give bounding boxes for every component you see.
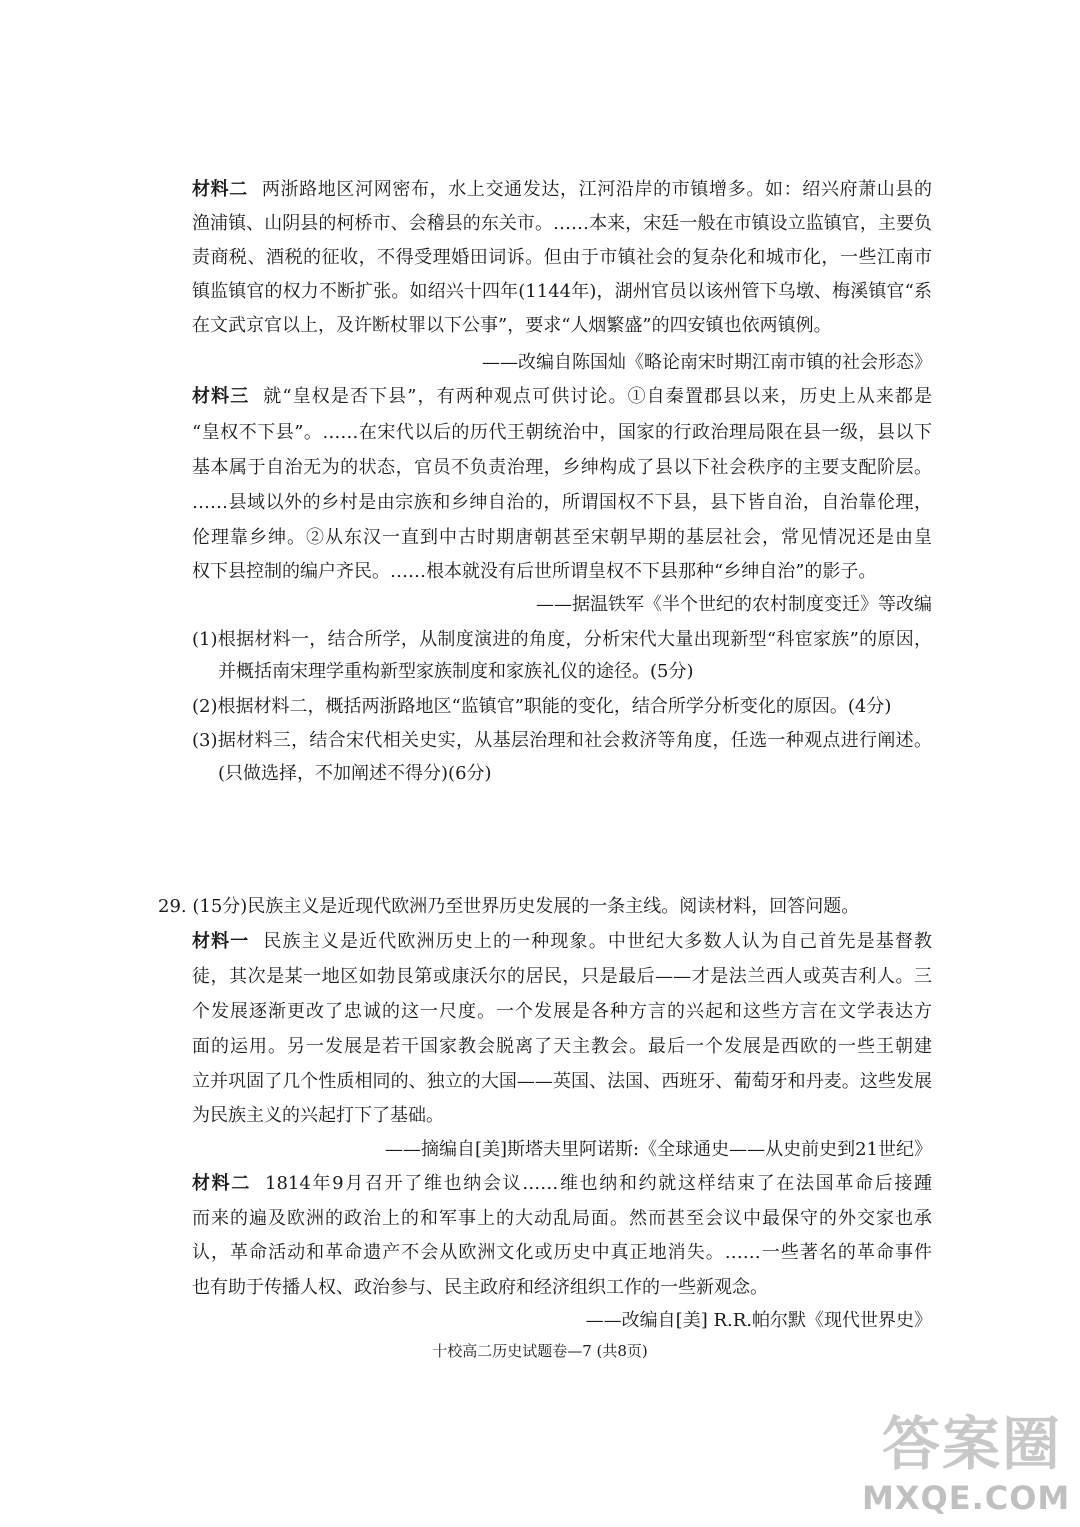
- material2-line-2: 渔浦镇、山阴县的柯桥市、会稽县的东关市。……本来，宋廷一般在市镇设立监镇官，主要负: [192, 213, 932, 234]
- material2-source: ——改编自陈国灿《略论南宋时期江南市镇的社会形态》: [482, 352, 932, 373]
- material3-line-6: 权下县控制的编户齐民。……根本就没有后世所谓皇权不下县那种“乡绅自治”的影子。: [192, 561, 877, 582]
- q29-material2-text-1: 1814年9月召开了维也纳会议……维也纳和约就这样结束了在法国革命后接踵: [265, 1173, 933, 1194]
- q29-material2-label: 材料二: [192, 1173, 252, 1194]
- material2-text-1: 两浙路地区河网密布，水上交通发达，江河沿岸的市镇增多。如：绍兴府萧山县的: [261, 179, 933, 200]
- material3-line-3: 基本属于自治无为的状态，官员不负责治理，乡绅构成了县以下社会秩序的主要支配阶层。: [192, 457, 932, 478]
- material2-line-4: 镇监镇官的权力不断扩张。如绍兴十四年(1144年)，湖州官员以该州管下乌墩、梅溪镇官“系: [192, 281, 932, 302]
- material3-line-1: [192, 380, 932, 414]
- watermark-url: MXQE.COM: [862, 1479, 1071, 1517]
- material3-line-5: 伦理靠乡绅。②从东汉一直到中古时期唐朝甚至宋朝早期的基层社会，常见情况还是由皇: [192, 527, 932, 548]
- q29-material1-label: 材料一: [192, 931, 250, 952]
- question-29-header: 29. (15分)民族主义是近现代欧洲乃至世界历史发展的一条主线。阅读材料，回答问题。: [158, 896, 860, 917]
- q29-material1-line-4: 面的运用。另一发展是若干国家教会脱离了天主教会。最后一个发展是西欧的一些王朝建: [192, 1036, 932, 1057]
- q29-material1-source: ——摘编自[美]斯塔夫里阿诺斯:《全球通史——从史前史到21世纪》: [384, 1139, 932, 1160]
- question-28-3-cont: (只做选择，不加阐述不得分)(6分): [218, 763, 492, 784]
- material2-line-5: 在文武京官以上，及许断杖罪以下公事”，要求“人烟繁盛”的四安镇也依两镇例。: [192, 315, 832, 336]
- page-footer: 十校高二历史试题卷—7 (共8页): [432, 1342, 648, 1360]
- q29-material1-line-1: [192, 925, 932, 959]
- question-28-1: (1)根据材料一，结合所学，从制度演进的角度，分析宋代大量出现新型“科宦家族”的原因，: [192, 629, 932, 650]
- q29-material1-line-3: 个发展逐渐更改了忠诚的这一尺度。一个发展是各种方言的兴起和这些方言在文学表达方: [192, 1001, 932, 1022]
- material2-label: 材料二: [192, 179, 248, 200]
- question-28-3: (3)据材料三，结合宋代相关史实，从基层治理和社会救济等角度，任选一种观点进行阐述。: [192, 730, 932, 751]
- watermark-logo: 答案圈: [881, 1410, 1062, 1478]
- question-28-1-cont: 并概括南宋理学重构新型家族制度和家族礼仪的途径。(5分): [218, 661, 694, 682]
- q29-material2-line-2: 而来的遍及欧洲的政治上的和军事上的大动乱局面。然而甚至会议中最保守的外交家也承: [192, 1208, 932, 1229]
- material3-label: 材料三: [192, 386, 250, 407]
- q29-material2-line-1: [192, 1167, 932, 1201]
- q29-material2-line-4: 也有助于传播人权、政治参与、民主政府和经济组织工作的一些新观念。: [192, 1277, 768, 1298]
- q29-material1-text-1: 民族主义是近代欧洲历史上的一种现象。中世纪大多数人认为自己首先是基督教: [263, 931, 932, 952]
- watermark: [862, 1397, 1071, 1517]
- material2-line-3: 责商税、酒税的征收，不得受理婚田词诉。但由于市镇社会的复杂化和城市化，一些江南市: [192, 247, 932, 268]
- q29-material1-line-5: 立并巩固了几个性质相同的、独立的大国——英国、法国、西班牙、葡萄牙和丹麦。这些发展: [192, 1071, 932, 1092]
- q29-material1-line-6: 为民族主义的兴起打下了基础。: [192, 1105, 444, 1126]
- q29-material1-line-2: 徒，其次是某一地区如勃艮第或康沃尔的居民，只是最后——才是法兰西人或英吉利人。三: [192, 966, 932, 987]
- q29-material2-line-3: 认，革命活动和革命遗产不会从欧洲文化或历史中真正地消失。……一些著名的革命事件: [192, 1242, 932, 1263]
- material3-source: ——据温铁军《半个世纪的农村制度变迁》等改编: [536, 594, 932, 615]
- material3-line-2: “皇权不下县”。……在宋代以后的历代王朝统治中，国家的行政治理局限在县一级，县以下: [192, 422, 932, 443]
- material3-line-4: ……县域以外的乡村是由宗族和乡绅自治的，所谓国权不下县，县下皆自治，自治靠伦理，: [192, 492, 932, 513]
- material2-line-1: [192, 173, 932, 207]
- q29-material2-source: ——改编自[美] R.R.帕尔默《现代世界史》: [585, 1310, 932, 1331]
- material3-text-1: 就“皇权是否下县”，有两种观点可供讨论。①自秦置郡县以来，历史上从来都是: [263, 386, 933, 407]
- question-28-2: (2)根据材料二，概括两浙路地区“监镇官”职能的变化，结合所学分析变化的原因。(4分): [192, 696, 892, 717]
